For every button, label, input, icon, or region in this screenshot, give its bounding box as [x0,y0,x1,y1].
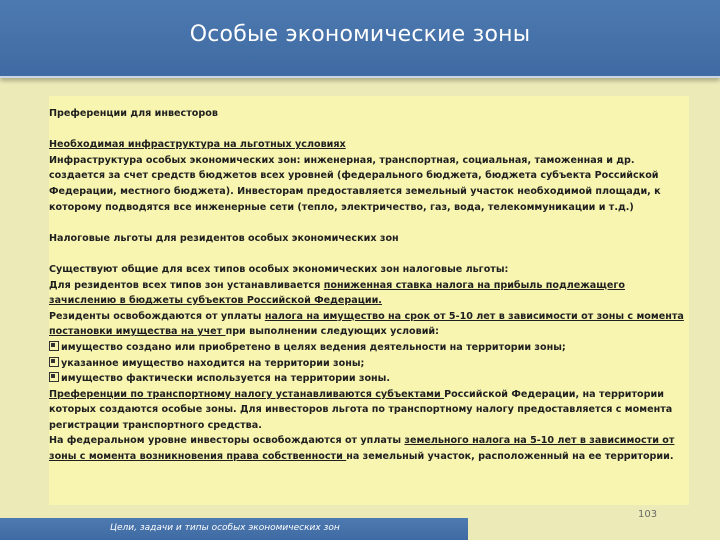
infra-title: Необходимая инфраструктура на льготных условиях [49,139,346,151]
tax-intro: Существуют общие для всех типов особых экономических зон налоговые льготы: [49,263,509,275]
property-pre: Резиденты освобождаются от уплаты [49,310,265,322]
transport-paragraph [49,387,689,434]
slide-title: Особые экономические зоны [189,22,531,47]
profit-link[interactable]: пониженная ставка налога на прибыль подлежащего зачислению в бюджеты субъектов Российской Федерации. [49,279,625,307]
tax-title: Налоговые льготы для резидентов особых экономических зон [49,232,399,244]
property-link[interactable]: налога на имущество на срок от 5-10 лет в зависимости от зоны с момента постановки имущества на учет [49,310,684,338]
checkbox-bullet-icon [49,357,59,367]
infra-text: Инфраструктура особых экономических зон: инженерная, транспортная, социальная, таможенная и др. создается за счет средств бюджетов всех уровней (федерального бюджета, бюджета субъекта Российской Федерации, местного бюджета). Инвесторам предоставляется земельный участок необходимой площади, к которому подводятся все инженерные сети (тепло, электричество, газ, вода, телекоммуникации и т.д.) [49,154,661,213]
footer-bar [0,518,468,540]
checkbox-bullet-icon [49,372,59,382]
content-panel [49,96,689,505]
property-post: при выполнении следующих условий: [225,326,439,338]
footer-text: Цели, задачи и типы особых экономических зон [110,523,340,533]
page-number: 103 [638,509,658,520]
land-post: на земельный участок, расположенный на ее территории. [346,451,674,463]
bullet-item: указанное имущество находится на территории зоны; [49,356,689,372]
land-pre: На федеральном уровне инвесторы освобождаются от уплаты [49,435,405,447]
profit-pre: Для резидентов всех типов зон устанавливается [49,279,324,291]
profit-paragraph [49,278,689,309]
checkbox-bullet-icon [49,341,59,351]
land-paragraph [49,433,689,464]
transport-link[interactable]: Преференции по транспортному налогу устанавливаются субъектами [49,388,445,400]
bullet-item: имущество создано или приобретено в целях ведения деятельности на территории зоны; [49,340,689,356]
property-paragraph [49,309,689,340]
title-bar [0,0,720,78]
land-link[interactable]: земельного налога на 5-10 лет в зависимости от зоны с момента возникновения права собственности [49,435,675,463]
section-heading: Преференции для инвесторов [49,108,218,119]
bullet-item: имущество фактически используется на территории зоны. [49,371,689,387]
transport-post: Российской Федерации, на территории которых создаются особые зоны. Для инвесторов льгота по транспортному налогу предоставляется с момента регистрации транспортного средства. [49,388,673,431]
